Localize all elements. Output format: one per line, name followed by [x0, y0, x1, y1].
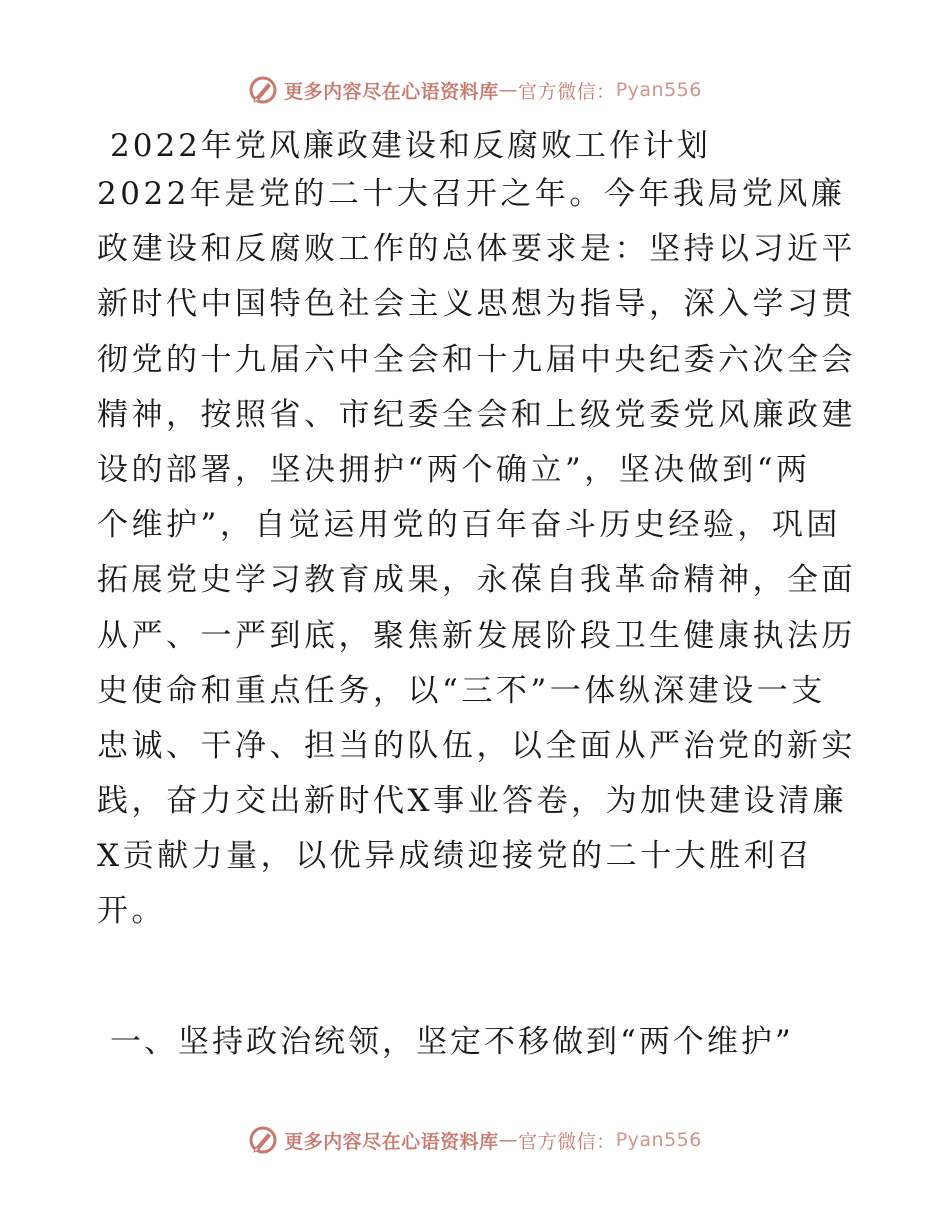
document-title: 2022年党风廉政建设和反腐败工作计划 [110, 128, 711, 164]
watermark-main-text: 更多内容尽在心语资料库 [284, 1130, 499, 1153]
paragraph-line: 史使命和重点任务，以“三不”一体纵深建设一支 [97, 672, 826, 709]
paragraph-line: 政建设和反腐败工作的总体要求是：坚持以习近平 [97, 231, 856, 268]
watermark-header [0, 70, 950, 110]
watermark-main-text: 更多内容尽在心语资料库 [284, 80, 499, 103]
pen-logo-icon [248, 75, 278, 105]
paragraph-line: 践，奋力交出新时代X事业答卷，为加快建设清廉 [97, 783, 848, 820]
watermark-dash: — [498, 79, 519, 101]
watermark-contact-id: Pyan556 [615, 79, 702, 101]
paragraph-line: 个维护”，自觉运用党的百年奋斗历史经验，巩固 [97, 507, 841, 544]
watermark-contact-label: 官方微信： [518, 1130, 616, 1153]
pen-logo-icon [248, 1125, 278, 1155]
watermark-footer [0, 1120, 950, 1160]
paragraph-line: 开。 [97, 893, 166, 930]
paragraph-line: 2022年是党的二十大召开之年。今年我局党风廉 [97, 176, 846, 212]
section-heading: 一、坚持政治统领，坚定不移做到“两个维护” [110, 1024, 794, 1060]
watermark-contact-label: 官方微信： [518, 80, 616, 103]
paragraph-line: 精神，按照省、市纪委全会和上级党委党风廉政建 [97, 396, 856, 433]
paragraph-line: 新时代中国特色社会主义思想为指导，深入学习贯 [97, 286, 856, 323]
paragraph-line: X贡献力量，以优异成绩迎接党的二十大胜利召 [97, 838, 813, 875]
body-paragraph [97, 170, 867, 935]
watermark-dash: — [498, 1129, 519, 1151]
paragraph-line: 从严、一严到底，聚焦新发展阶段卫生健康执法历 [97, 617, 856, 654]
paragraph-line: 忠诚、干净、担当的队伍，以全面从严治党的新实 [97, 727, 856, 764]
watermark-contact-id: Pyan556 [615, 1129, 702, 1151]
paragraph-line: 设的部署，坚决拥护“两个确立”，坚决做到“两 [97, 451, 811, 488]
paragraph-line: 拓展党史学习教育成果，永葆自我革命精神，全面 [97, 562, 856, 599]
paragraph-line: 彻党的十九届六中全会和十九届中央纪委六次全会 [97, 341, 856, 378]
